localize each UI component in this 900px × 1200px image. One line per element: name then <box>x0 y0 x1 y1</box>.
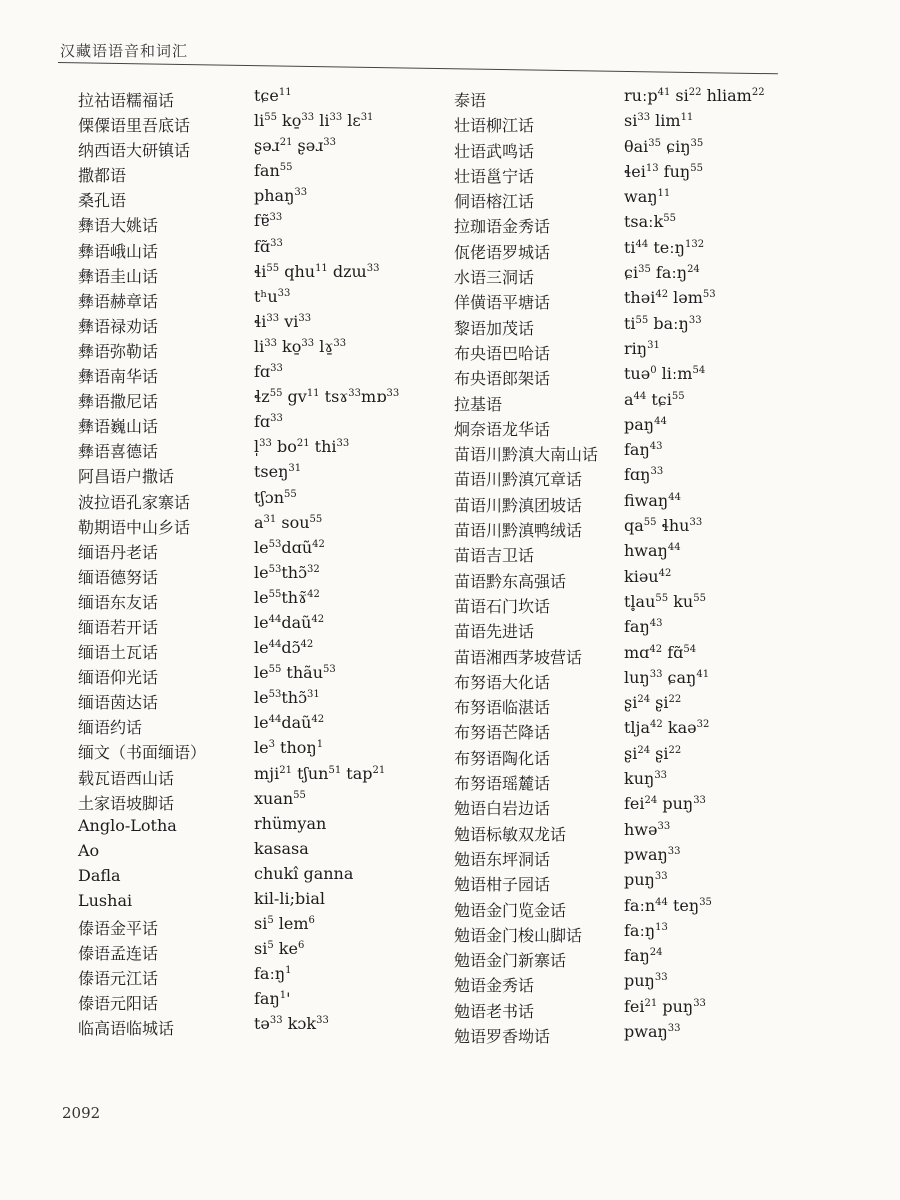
entry-row <box>78 789 438 814</box>
phonetic-form: ɕi$^{35}$ faːŋ$^{24}$ <box>624 263 700 283</box>
entry-row <box>454 212 774 237</box>
dialect-name: 勉语白岩边话 <box>454 799 551 819</box>
dialect-name: 壮语武鸣话 <box>454 141 535 161</box>
dialect-name: 勉语老书话 <box>454 1001 535 1021</box>
phonetic-form: $li^{55}$ ko̱$^{33}$ $li^{33}$ lɛ$^{31}$ <box>254 111 374 131</box>
entry-row <box>78 111 438 136</box>
phonetic-form: faːŋ$^1$ <box>254 964 292 984</box>
phonetic-form: kil-li;bial <box>254 889 325 908</box>
entry-row <box>78 387 438 412</box>
phonetic-form: $le^3$ thoŋ$^1$ <box>254 738 324 758</box>
dialect-name: 彝语南华话 <box>78 367 159 387</box>
dialect-name: 缅语若开话 <box>78 617 159 637</box>
entry-row <box>454 971 774 996</box>
phonetic-form: ruːp$^{41}$ $si^{22}$ hliam$^{22}$ <box>624 86 765 105</box>
dialect-name: Anglo-Lotha <box>78 815 177 835</box>
phonetic-form: $a^{31}$ sou$^{55}$ <box>254 512 323 532</box>
dialect-name: 彝语赫章话 <box>78 291 159 311</box>
phonetic-form: ɬi$^{33}$ $vi^{33}$ <box>254 311 312 331</box>
phonetic-form: riŋ$^{31}$ <box>624 338 660 358</box>
phonetic-form: $qa^{55}$ ɬhu$^{33}$ <box>624 516 703 536</box>
running-head: 汉藏语语音和词汇 <box>60 42 189 60</box>
phonetic-form: ʂəɹ$^{21}$ ʂəɹ$^{33}$ <box>254 136 336 156</box>
dialect-name: 缅语约话 <box>78 718 143 738</box>
entry-row <box>454 339 774 364</box>
dialect-name: 勉语金门览金话 <box>454 900 567 920</box>
phonetic-form: fiwaŋ$^{44}$ <box>624 490 681 510</box>
dialect-name: 勉语罗香坳话 <box>454 1026 551 1046</box>
phonetic-form: tsaːk$^{55}$ <box>624 212 676 232</box>
phonetic-form: faŋ$^{24}$ <box>624 946 663 966</box>
dialect-name: 缅语土瓦话 <box>78 643 159 663</box>
entry-row <box>78 713 438 738</box>
entry-row <box>78 161 438 186</box>
dialect-name: 彝语撒尼话 <box>78 392 159 412</box>
entry-row <box>78 211 438 236</box>
entry-row <box>78 839 438 864</box>
entry-row <box>454 465 774 490</box>
phonetic-form: tə$^{33}$ kɔk$^{33}$ <box>254 1014 329 1034</box>
entry-row <box>78 964 438 989</box>
entry-row <box>454 86 774 111</box>
entry-row <box>78 513 438 538</box>
phonetic-form: pwaŋ$^{33}$ <box>624 1021 681 1041</box>
dialect-name: 彝语圭山话 <box>78 266 159 286</box>
phonetic-form: $le^{55}thɤ̃^{42}$ <box>254 587 320 607</box>
entry-row <box>78 312 438 337</box>
entry-row <box>78 864 438 889</box>
dialect-name: 撒都语 <box>78 166 127 186</box>
phonetic-form: fan$^{55}$ <box>254 161 293 181</box>
dialect-name: 苗语川黔滇冗章话 <box>454 470 583 490</box>
phonetic-form: thəi$^{42}$ ləm$^{53}$ <box>624 288 716 308</box>
phonetic-form: faŋ$^1$' <box>254 989 291 1009</box>
entry-row <box>78 688 438 713</box>
phonetic-form: ɬei$^{13}$ fuŋ$^{55}$ <box>624 161 703 181</box>
entry-row <box>454 896 774 921</box>
dialect-name: 苗语石门坎话 <box>454 596 551 616</box>
dialect-name: 勉语柑子园话 <box>454 875 551 895</box>
entry-row <box>454 491 774 516</box>
entry-row <box>454 314 774 339</box>
phonetic-form: $le^{53}thɔ̃^{32}$ <box>254 562 320 582</box>
dialect-name: 水语三洞话 <box>454 268 535 288</box>
phonetic-form: $le^{53}dɑũ^{42}$ <box>254 537 325 557</box>
dialect-name: 勉语东坪洞话 <box>454 849 551 869</box>
phonetic-form: faŋ$^{43}$ <box>624 440 663 460</box>
dialect-name: Ao <box>78 840 100 860</box>
entry-row <box>454 643 774 668</box>
entry-row <box>78 538 438 563</box>
phonetic-form: ʂi$^{24}$ ʂi$^{22}$ <box>624 743 682 763</box>
dialect-name: 泰语 <box>454 91 487 110</box>
phonetic-form: $si^5$ $ke^6$ <box>254 939 305 959</box>
left-column <box>78 86 438 1040</box>
entry-row <box>78 563 438 588</box>
entry-row <box>454 870 774 895</box>
entry-row <box>78 237 438 262</box>
dialect-name: 勉语金秀话 <box>454 976 535 996</box>
dialect-name: 勉语金门新寨话 <box>454 951 567 971</box>
phonetic-form: hwaŋ$^{44}$ <box>624 541 681 561</box>
dialect-name: 侗语榕江话 <box>454 192 535 212</box>
entry-row <box>454 1022 774 1047</box>
dialect-name: 拉祜语糯福话 <box>78 91 175 110</box>
phonetic-form: puŋ$^{33}$ <box>624 870 668 890</box>
entry-row <box>454 592 774 617</box>
entry-row <box>78 939 438 964</box>
entry-row <box>454 263 774 288</box>
entry-row <box>78 136 438 161</box>
dialect-name: 勒期语中山乡话 <box>78 517 191 537</box>
entry-row <box>78 462 438 487</box>
entry-row <box>454 845 774 870</box>
phonetic-form: waŋ$^{11}$ <box>624 187 671 207</box>
entry-row <box>454 364 774 389</box>
entry-row <box>454 288 774 313</box>
entry-row <box>454 390 774 415</box>
phonetic-form: ɬi$^{55}$ qhu$^{11}$ dzɯ$^{33}$ <box>254 261 380 281</box>
phonetic-form: faŋ$^{43}$ <box>624 617 663 637</box>
dialect-name: 炯奈语龙华话 <box>454 419 551 439</box>
dialect-name: 苗语吉卫话 <box>454 546 535 566</box>
phonetic-form: $le^{44}daũ^{42}$ <box>254 612 325 632</box>
entry-row <box>78 262 438 287</box>
dialect-name: 临高语临城话 <box>78 1019 175 1039</box>
entry-row <box>454 921 774 946</box>
dialect-name: 傈僳语里吾底话 <box>78 116 191 136</box>
phonetic-form: $ti^{44}$ teːŋ$^{132}$ <box>624 237 705 257</box>
dialect-name: 傣语元阳话 <box>78 994 159 1014</box>
phonetic-form: fɐ̃$^{33}$ <box>254 211 283 231</box>
dialect-name: 傣语孟连话 <box>78 944 159 964</box>
dialect-name: Dafla <box>78 865 121 885</box>
entry-row <box>454 162 774 187</box>
dialect-name: 彝语禄劝话 <box>78 316 159 336</box>
dialect-name: 彝语大姚话 <box>78 216 159 236</box>
dialect-name: 勉语标敏双龙话 <box>454 824 567 844</box>
dialect-name: 缅语茵达话 <box>78 693 159 713</box>
phonetic-form: pwaŋ$^{33}$ <box>624 844 681 864</box>
phonetic-form: $le^{53}thɔ̃^{31}$ <box>254 688 320 708</box>
page-number: 2092 <box>62 1104 101 1122</box>
entry-row <box>78 287 438 312</box>
entry-row <box>454 415 774 440</box>
entry-row <box>78 337 438 362</box>
dialect-name: 载瓦语西山话 <box>78 768 175 788</box>
phonetic-form: $le^{44}daũ^{42}$ <box>254 713 325 733</box>
entry-row <box>78 186 438 211</box>
phonetic-form: hwə$^{33}$ <box>624 819 671 839</box>
phonetic-form: kasasa <box>254 838 309 858</box>
phonetic-form: $si^{33}$ $\lim^{11}$ <box>624 111 694 131</box>
entry-row <box>454 137 774 162</box>
dialect-name: 布努语临湛话 <box>454 698 551 718</box>
phonetic-form: $le^{55}$ thãu$^{53}$ <box>254 663 336 683</box>
phonetic-form: faːŋ$^{13}$ <box>624 920 668 940</box>
phonetic-form: tʰu$^{33}$ <box>254 286 291 306</box>
phonetic-form: kiəu$^{42}$ <box>624 566 672 586</box>
phonetic-form: $si^5$ lem$^6$ <box>254 914 315 934</box>
entry-row <box>454 997 774 1022</box>
phonetic-form: fei$^{21}$ puŋ$^{33}$ <box>624 996 706 1016</box>
entry-row <box>454 440 774 465</box>
entry-row <box>454 567 774 592</box>
entry-row <box>454 516 774 541</box>
entry-row <box>454 744 774 769</box>
phonetic-form: phaŋ$^{33}$ <box>254 186 308 206</box>
entry-row <box>454 693 774 718</box>
dialect-name: 勉语金门梭山脚话 <box>454 925 583 945</box>
dialect-name: 苗语川黔滇鸭绒话 <box>454 521 583 541</box>
dialect-name: 阿昌语户撒话 <box>78 467 175 487</box>
dialect-name: 缅语德努话 <box>78 567 159 587</box>
entry-row <box>78 437 438 462</box>
dialect-name: 布努语芒降话 <box>454 723 551 743</box>
phonetic-form: rhümyan <box>254 813 327 833</box>
entry-row <box>78 914 438 939</box>
dialect-name: Lushai <box>78 891 133 910</box>
phonetic-form: faːn$^{44}$ teŋ$^{35}$ <box>624 895 712 915</box>
entry-row <box>454 238 774 263</box>
phonetic-form: $le^{44}dɔ̃^{42}$ <box>254 638 314 658</box>
entry-row <box>78 764 438 789</box>
right-column <box>454 86 774 1047</box>
dialect-name: 苗语川黔滇团坡话 <box>454 495 583 515</box>
dialect-name: 桑孔语 <box>78 191 127 211</box>
phonetic-form: fɑŋ$^{33}$ <box>624 465 664 485</box>
phonetic-form: fɑ$^{33}$ <box>254 362 283 382</box>
phonetic-form: mji$^{21}$ tʃun$^{51}$ tap$^{21}$ <box>254 763 386 783</box>
entry-row <box>454 946 774 971</box>
dialect-name: 傣语元江话 <box>78 969 159 989</box>
phonetic-form: $a^{44}$ tɕi$^{55}$ <box>624 389 685 409</box>
entry-row <box>454 794 774 819</box>
entry-row <box>78 613 438 638</box>
entry-row <box>78 362 438 387</box>
phonetic-form: tseŋ$^{31}$ <box>254 462 302 482</box>
phonetic-form: θai$^{35}$ ɕiŋ$^{35}$ <box>624 136 704 156</box>
entry-row <box>454 769 774 794</box>
dialect-name: 布努语瑶麓话 <box>454 774 551 794</box>
dialect-name: 壮语柳江话 <box>454 116 535 136</box>
phonetic-form: ɬz$^{55}$ $gv^{11}$ tsɤ$^{33}$mɒ$^{33}$ <box>254 387 400 407</box>
dialect-name: 黎语加茂话 <box>454 318 535 338</box>
dialect-name: 土家语坡脚话 <box>78 793 175 813</box>
phonetic-form: $li^{33}$ ko̱$^{33}$ lɤ̱$^{33}$ <box>254 336 347 356</box>
dialect-name: 缅文（书面缅语） <box>78 743 207 763</box>
entry-row <box>454 187 774 212</box>
phonetic-form: tuə$^0$ liːm$^{54}$ <box>624 364 706 384</box>
dialect-name: 彝语巍山话 <box>78 417 159 437</box>
dialect-name: 苗语湘西茅坡营话 <box>454 647 583 667</box>
entry-row <box>78 638 438 663</box>
dialect-name: 拉基语 <box>454 394 503 414</box>
phonetic-form: tʃɔn$^{55}$ <box>254 487 297 507</box>
dialect-name: 布努语陶化话 <box>454 748 551 768</box>
phonetic-form: fɑ$^{33}$ <box>254 412 283 432</box>
phonetic-form: xuan$^{55}$ <box>254 788 306 808</box>
entry-row <box>78 738 438 763</box>
dialect-name: 布央语巴哈话 <box>454 343 551 363</box>
phonetic-form: tlja$^{42}$ kaə$^{32}$ <box>624 718 710 738</box>
dialect-name: 布努语大化话 <box>454 672 551 692</box>
phonetic-form: l̩$^{33}$ $bo^{21}$ thi$^{33}$ <box>254 437 350 457</box>
phonetic-form: luŋ$^{33}$ ɕaŋ$^{41}$ <box>624 667 710 687</box>
phonetic-form: paŋ$^{44}$ <box>624 414 667 434</box>
dialect-name: 纳西语大研镇话 <box>78 141 191 161</box>
dialect-name: 布央语郎架话 <box>454 369 551 389</box>
entry-row <box>78 1014 438 1039</box>
dialect-name: 苗语川黔滇大南山话 <box>454 445 599 465</box>
phonetic-form: kuŋ$^{33}$ <box>624 769 668 789</box>
dialect-name: 苗语黔东高强话 <box>454 571 567 591</box>
entry-row <box>78 588 438 613</box>
dialect-name: 佯僙语平塘话 <box>454 293 551 313</box>
phonetic-form: ʂi$^{24}$ ʂi$^{22}$ <box>624 693 682 713</box>
dialect-name: 缅语仰光话 <box>78 668 159 688</box>
header-rule <box>58 62 778 74</box>
entry-row <box>454 820 774 845</box>
phonetic-form: puŋ$^{33}$ <box>624 971 668 991</box>
dialect-name: 佤佬语罗城话 <box>454 242 551 262</box>
dialect-name: 壮语邕宁话 <box>454 166 535 186</box>
entry-row <box>78 86 438 111</box>
dialect-name: 缅语丹老话 <box>78 542 159 562</box>
entry-row <box>78 663 438 688</box>
phonetic-form: fɑ̃$^{33}$ <box>254 236 283 256</box>
phonetic-form: tɕe$^{11}$ <box>254 86 292 105</box>
entry-row <box>78 488 438 513</box>
entry-row <box>454 718 774 743</box>
entry-row <box>78 889 438 914</box>
dialect-name: 波拉语孔家寨话 <box>78 492 191 512</box>
dialect-name: 缅语东友话 <box>78 592 159 612</box>
entry-row <box>454 111 774 136</box>
phonetic-form: mɑ$^{42}$ fɑ̃$^{54}$ <box>624 642 697 662</box>
entry-row <box>454 617 774 642</box>
entry-row <box>78 814 438 839</box>
dialect-name: 彝语喜德话 <box>78 442 159 462</box>
entry-row <box>78 412 438 437</box>
entry-row <box>454 668 774 693</box>
phonetic-form: chukî ganna <box>254 863 354 883</box>
phonetic-form: $tl̥au^{55}$ $ku^{55}$ <box>624 591 706 611</box>
dialect-name: 苗语先进话 <box>454 622 535 642</box>
entry-row <box>78 989 438 1014</box>
phonetic-form: $ti^{55}$ baːŋ$^{33}$ <box>624 313 702 333</box>
dialect-name: 拉珈语金秀话 <box>454 217 551 237</box>
dialect-name: 彝语峨山话 <box>78 241 159 261</box>
dialect-name: 彝语弥勒话 <box>78 341 159 361</box>
dialect-name: 傣语金平话 <box>78 919 159 939</box>
entry-row <box>454 541 774 566</box>
phonetic-form: fei$^{24}$ puŋ$^{33}$ <box>624 794 706 814</box>
